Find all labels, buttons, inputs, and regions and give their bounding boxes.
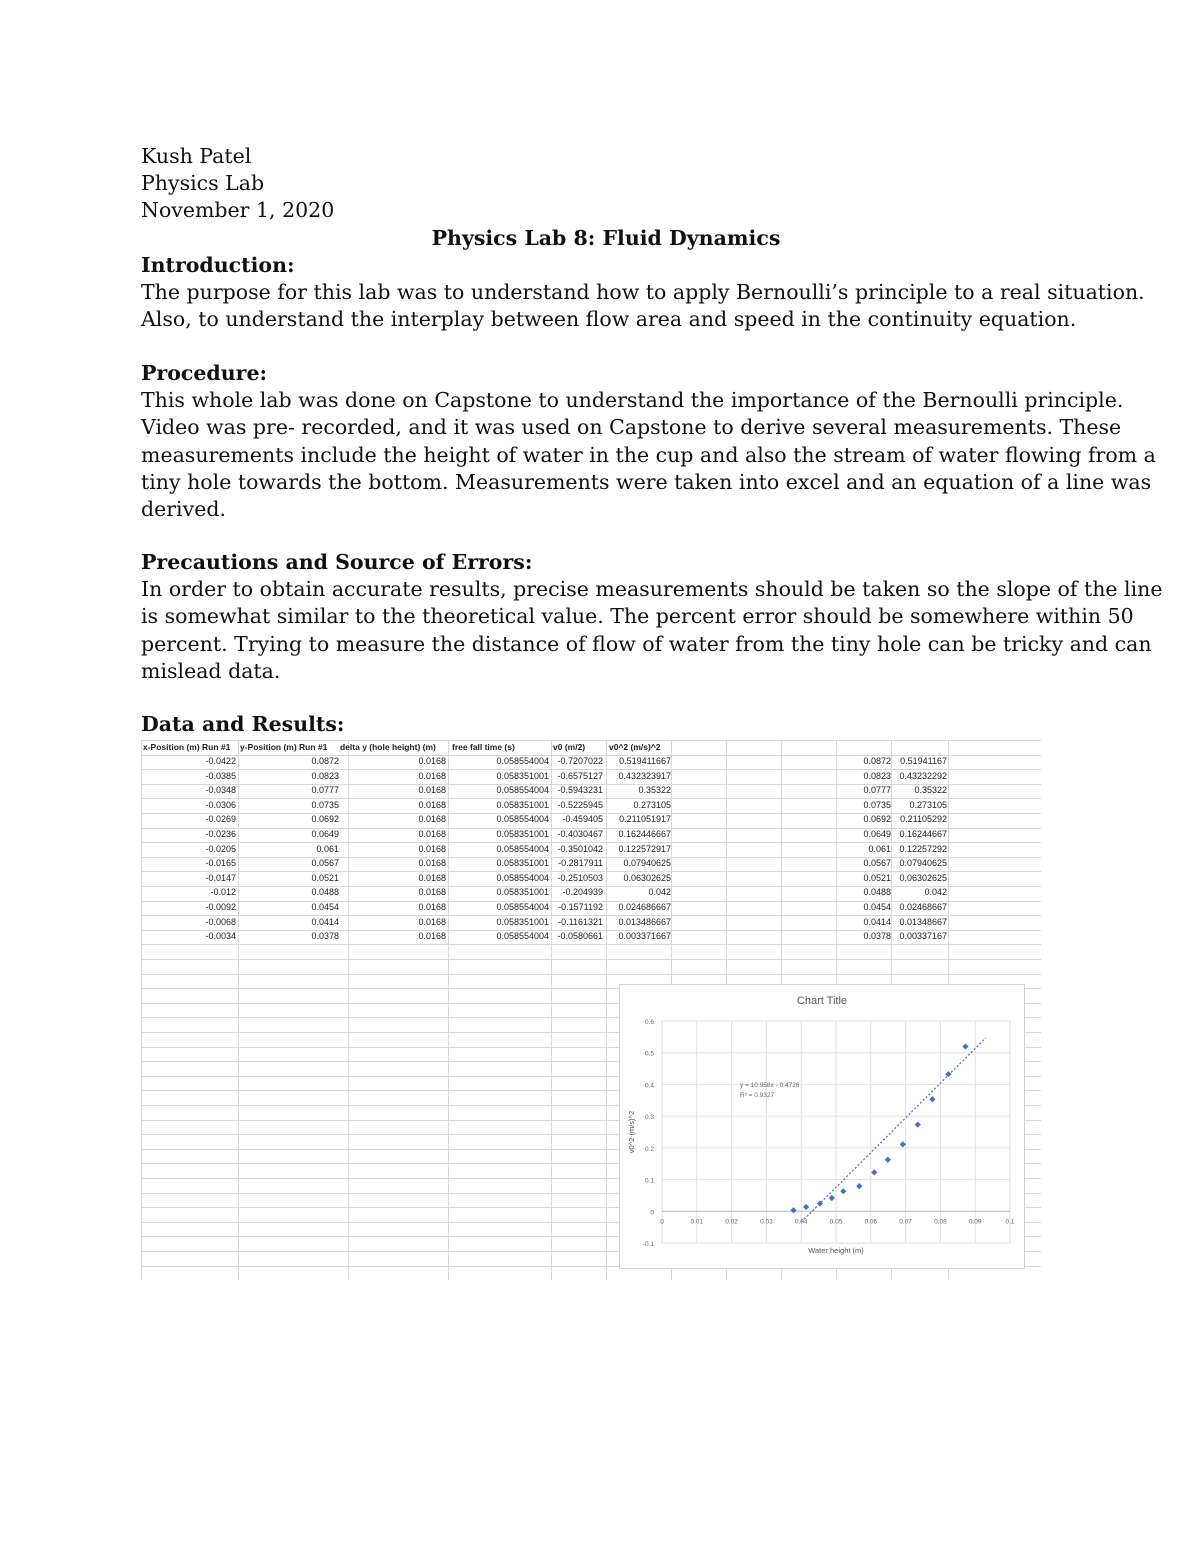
side-table-cell: 0.0823 [863, 770, 891, 781]
table-cell: 0.0168 [418, 785, 446, 796]
table-cell: 0.042 [648, 887, 671, 898]
side-table-cell: 0.0692 [863, 814, 891, 825]
data-section [141, 711, 1061, 738]
x-tick-label: 0.08 [934, 1218, 947, 1226]
side-table-cell: 0.51941167 [900, 756, 947, 766]
table-cell: 0.058554004 [496, 872, 549, 883]
side-table-cell: 0.12257292 [899, 843, 947, 854]
table-cell: 0.35322 [638, 785, 671, 796]
table-cell: 0.273105 [633, 799, 671, 810]
table-cell: 0.0168 [418, 814, 446, 825]
side-table-cell: 0.273105 [909, 799, 947, 810]
table-cell: -0.0348 [205, 785, 236, 796]
table-cell: -0.012 [210, 887, 236, 898]
x-tick-label: 0.03 [760, 1218, 773, 1226]
table-header-cell: x-Position (m) Run #1 [143, 742, 231, 752]
table-cell: 0.0488 [311, 887, 339, 898]
x-tick-label: 0.1 [1005, 1218, 1015, 1226]
table-cell: -0.0269 [205, 814, 236, 825]
table-cell: 0.058554004 [496, 931, 549, 942]
precautions-line: In order to obtain accurate results, precise measurements should be taken so the slope of the line [141, 577, 1163, 602]
table-cell: 0.0168 [418, 931, 446, 942]
y-tick-label: 0.1 [644, 1177, 654, 1185]
table-cell: 0.058351001 [496, 799, 549, 810]
table-cell: 0.0378 [311, 931, 339, 942]
side-table-cell: 0.43232292 [899, 770, 947, 781]
x-tick-label: 0.02 [725, 1218, 738, 1226]
table-cell: 0.0692 [311, 814, 339, 825]
procedure-line: This whole lab was done on Capstone to understand the importance of the Bernoulli principle. [141, 388, 1124, 413]
data-point [856, 1183, 862, 1189]
table-header-cell: v0 (m/2) [553, 742, 586, 752]
table-cell: 0.058554004 [496, 785, 549, 796]
table-cell: 0.519411667 [619, 756, 671, 766]
table-cell: 0.058554004 [496, 814, 549, 825]
data-point [929, 1096, 935, 1102]
table-cell: 0.0168 [418, 799, 446, 810]
table-header-cell: free fall time (s) [452, 742, 515, 752]
table-cell: 0.0823 [311, 770, 339, 781]
x-tick-label: 0 [660, 1218, 664, 1226]
side-table-cell: 0.0649 [863, 829, 891, 839]
table-cell: 0.0414 [311, 916, 339, 927]
table-cell: 0.058351001 [496, 916, 549, 927]
table-cell: 0.061 [316, 843, 339, 854]
table-cell: -0.2510503 [557, 872, 603, 883]
table-cell: -0.2817911 [558, 858, 603, 869]
precautions-line: mislead data. [141, 658, 281, 683]
intro-line: Also, to understand the interplay between flow area and speed in the continuity equation. [141, 307, 1077, 332]
table-cell: -0.1571192 [558, 902, 603, 912]
table-cell: 0.162446667 [618, 829, 671, 839]
side-table-cell: 0.0521 [863, 872, 891, 883]
table-cell: 0.0168 [418, 916, 446, 927]
precautions-line: is somewhat similar to the theoretical value. The percent error should be somewhere within 50 [141, 604, 1134, 629]
table-cell: -0.204939 [562, 887, 603, 898]
procedure-section [141, 360, 1156, 523]
table-cell: -0.459405 [562, 814, 603, 825]
trendline-equation: y = 10.958x - 0.4726 [740, 1082, 800, 1089]
document-title: Physics Lab 8: Fluid Dynamics [431, 225, 781, 250]
document-header [141, 143, 1145, 333]
chart-title: Chart Title [796, 995, 848, 1007]
side-table-cell: 0.0414 [863, 916, 891, 927]
y-tick-label: 0.3 [644, 1114, 654, 1122]
table-header-cell: v0^2 (m/s)^2 [609, 742, 661, 752]
table-cell: 0.432323917 [618, 770, 671, 781]
procedure-heading: Procedure: [141, 361, 268, 385]
table-cell: 0.0168 [418, 829, 446, 839]
data-point [840, 1188, 846, 1194]
table-cell: 0.058351001 [496, 829, 549, 839]
table-cell: -0.0034 [205, 931, 236, 942]
y-tick-label: 0.2 [644, 1145, 654, 1153]
scatter-chart [619, 984, 1025, 1269]
intro-heading: Introduction: [141, 252, 295, 277]
course-name: Physics Lab [141, 171, 265, 196]
side-table-cell: 0.07940625 [899, 858, 947, 869]
table-cell: -0.1161321 [558, 916, 603, 927]
table-cell: -0.0205 [205, 843, 236, 854]
x-tick-label: 0.04 [794, 1218, 808, 1226]
trendline [801, 1038, 985, 1222]
y-tick-label: 0 [650, 1209, 654, 1217]
x-axis-label: Water height (m) [808, 1246, 864, 1255]
table-cell: 0.0168 [418, 770, 446, 781]
side-table-cell: 0.06302625 [899, 872, 947, 883]
y-tick-label: 0.4 [644, 1082, 654, 1090]
procedure-line: tiny hole towards the bottom. Measurements were taken into excel and an equation of a line was [141, 469, 1152, 494]
table-cell: 0.122572917 [618, 843, 671, 854]
data-point [803, 1204, 809, 1210]
table-cell: 0.058351001 [496, 770, 549, 781]
table-cell: -0.0236 [205, 829, 236, 839]
procedure-line: measurements include the height of water in the cup and also the stream of water flowing from a [141, 442, 1156, 467]
table-cell: 0.058554004 [496, 902, 549, 912]
data-heading: Data and Results: [141, 712, 345, 736]
data-point [945, 1071, 951, 1077]
data-point [900, 1141, 906, 1147]
data-point [829, 1195, 835, 1201]
side-table-cell: 0.00337167 [899, 931, 947, 942]
side-table-cell: 0.061 [868, 843, 891, 854]
x-tick-label: 0.05 [829, 1218, 843, 1226]
side-table-cell: 0.01348667 [899, 916, 947, 927]
data-point [871, 1169, 877, 1175]
table-cell: 0.0168 [418, 843, 446, 854]
x-tick-label: 0.09 [968, 1218, 982, 1226]
precautions-heading: Precautions and Source of Errors: [141, 550, 533, 574]
procedure-line: Video was pre- recorded, and it was used on Capstone to derive several measurements. These [141, 415, 1122, 440]
table-cell: 0.0777 [311, 785, 339, 796]
y-tick-label: 0.5 [644, 1050, 654, 1058]
table-cell: -0.0092 [205, 902, 236, 912]
side-table-cell: 0.042 [924, 887, 947, 898]
precautions-line: percent. Trying to measure the distance of flow of water from the tiny hole can be tricky and can [141, 631, 1152, 656]
y-tick-label: 0.6 [644, 1019, 654, 1026]
table-header-cell: y-Position (m) Run #1 [240, 742, 328, 752]
table-cell: 0.0168 [418, 902, 446, 912]
table-header-cell: delta y (hole height) (m) [340, 742, 436, 752]
table-cell: -0.6575127 [557, 770, 603, 781]
table-cell: 0.058554004 [496, 843, 549, 854]
procedure-line: derived. [141, 497, 226, 522]
data-point [790, 1207, 796, 1213]
side-table-cell: 0.0378 [863, 931, 891, 942]
side-table-cell: 0.16244667 [899, 829, 947, 839]
table-cell: 0.0521 [311, 872, 339, 883]
table-cell: -0.0580661 [557, 931, 603, 942]
side-table-cell: 0.21105292 [900, 814, 947, 825]
table-cell: -0.5943231 [557, 785, 603, 796]
table-cell: 0.07940625 [623, 858, 671, 869]
table-cell: 0.0567 [311, 858, 339, 869]
table-cell: -0.0068 [205, 916, 236, 927]
author-name: Kush Patel [141, 144, 252, 168]
side-table-cell: 0.0488 [863, 887, 891, 898]
side-table-cell: 0.02468667 [899, 902, 947, 912]
data-point [962, 1043, 968, 1049]
side-table-cell: 0.0777 [863, 785, 891, 796]
table-cell: 0.06302625 [623, 872, 671, 883]
document-date: November 1, 2020 [141, 198, 335, 223]
table-cell: 0.211051917 [619, 814, 671, 825]
side-table-cell: 0.0735 [863, 799, 891, 810]
side-table-cell: 0.35322 [914, 785, 947, 796]
precautions-section [141, 549, 1163, 685]
table-cell: 0.0735 [311, 799, 339, 810]
table-cell: 0.0649 [311, 829, 339, 839]
table-cell: 0.0872 [311, 756, 339, 766]
table-cell: 0.0168 [418, 858, 446, 869]
x-tick-label: 0.06 [864, 1218, 878, 1226]
intro-line: The purpose for this lab was to understand how to apply Bernoulli’s principle to a real situation. [141, 280, 1145, 305]
table-cell: -0.4030467 [557, 829, 603, 839]
table-cell: 0.058351001 [496, 887, 549, 898]
table-cell: -0.3501042 [557, 843, 603, 854]
table-cell: -0.7207022 [557, 756, 603, 766]
y-axis-label: v0^2 (m/s)^2 [627, 1110, 636, 1154]
table-cell: 0.0168 [418, 756, 446, 766]
x-tick-label: 0.07 [899, 1218, 912, 1226]
x-tick-label: 0.01 [690, 1218, 704, 1226]
y-tick-label: -0.1 [642, 1241, 654, 1248]
side-table-cell: 0.0567 [863, 858, 891, 869]
table-cell: -0.5225945 [557, 799, 603, 810]
table-cell: 0.0168 [418, 887, 446, 898]
table-cell: -0.0385 [205, 770, 236, 781]
table-cell: -0.0422 [205, 756, 236, 766]
data-point [885, 1157, 891, 1163]
table-cell: 0.0454 [311, 902, 339, 912]
side-table-cell: 0.0454 [863, 902, 891, 912]
table-cell: 0.058554004 [496, 756, 549, 766]
table-cell: -0.0306 [205, 799, 236, 810]
side-table-cell: 0.0872 [863, 756, 891, 766]
table-cell: 0.0168 [418, 872, 446, 883]
trendline-r2: R² = 0.9327 [740, 1092, 775, 1099]
table-cell: -0.0147 [205, 872, 236, 883]
table-cell: 0.013486667 [618, 916, 671, 927]
table-cell: 0.003371667 [618, 931, 671, 942]
table-cell: 0.058351001 [496, 858, 549, 869]
data-point [915, 1122, 921, 1128]
table-cell: -0.0165 [205, 858, 236, 869]
table-cell: 0.024686667 [618, 902, 671, 912]
chart-canvas [620, 985, 1024, 1268]
